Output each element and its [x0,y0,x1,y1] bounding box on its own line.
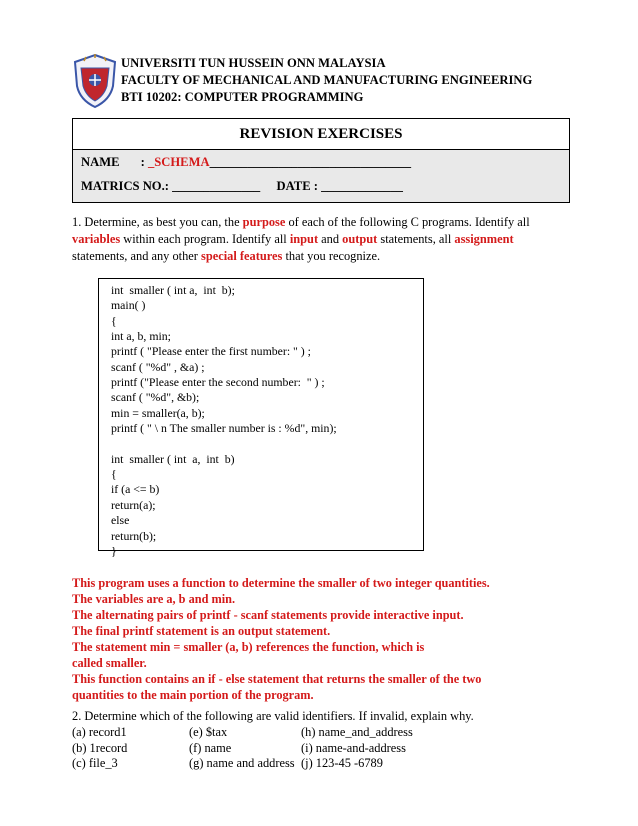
identifier-item: (g) name and address [189,756,295,770]
matric-date-row [81,179,403,194]
c-program-code: int smaller ( int a, int b); main( ) { int a, b, min; printf ( "Please enter the first number: " ) ; scanf ( "%d" , &a) ; printf ("Please enter the second number: " ) ; scanf ( "%d", &b); min = smaller(a, b); printf ( " \ n The smaller number is : %d", min); int smaller ( int a, int b) { if (a <= b) return(a); else return(b); } [111,283,337,558]
q1-text: 1. Determine, as best you can, the [72,215,243,229]
code-listing-box [98,278,424,558]
q1-keyword-output: output [342,232,378,246]
name-colon: : [140,155,148,169]
identifier-item: (f) name [189,740,232,755]
q1-keyword-purpose: purpose [242,215,286,229]
identifier-item: (e) $tax [189,725,228,739]
student-info-fields [73,149,569,202]
q1-keyword-input: input [289,232,319,246]
q1-text: of each of the following C programs. Identify all [285,215,530,229]
q1-keyword-assignment: assignment [454,232,514,246]
identifier-item: (i) name-and-address [301,740,406,755]
name-row [81,155,411,170]
university-crest-icon [72,52,118,110]
identifier-item: (c) file_3 [72,756,118,770]
q1-keyword-special-features: special features [201,249,283,263]
date-field: DATE : _____________ [276,179,403,193]
q1-text: that you recognize. [282,249,381,263]
identifier-item: (j) 123-45 -6789 [301,756,383,770]
q1-text: within each program. Identify all [120,232,290,246]
course-code: BTI 10202: COMPUTER PROGRAMMING [121,90,364,104]
q1-text: statements, and any other [72,249,202,263]
identifier-item: (b) 1record [72,740,128,755]
name-value: _SCHEMA [147,155,210,169]
name-label: NAME [81,155,120,169]
question-1 [72,214,572,265]
answer-text: This program uses a function to determine the smaller of two integer quantities. The variables are a, b and min. The alternating pairs of printf - scanf statements provide interactive input. The final printf statement is an output statement. The statement min = smaller (a, b) references the function, which is called smaller. This function contains an if - else statement that returns the smaller of the two quantities to the main portion of the program. [72,576,490,702]
university-name: UNIVERSITI TUN HUSSEIN ONN MALAYSIA [121,56,386,70]
identifier-item: (a) record1 [72,725,127,739]
name-blank: ________________________________ [209,155,412,169]
student-info-box [72,118,570,203]
matric-field: MATRICS NO.: ______________ [81,179,261,193]
q1-text: statements, all [377,232,455,246]
question-2: 2. Determine which of the following are valid identifiers. If invalid, explain why. [72,709,474,723]
exercise-title: REVISION EXERCISES [239,126,403,142]
identifier-item: (h) name_and_address [301,725,413,739]
q1-keyword-variables: variables [72,232,121,246]
q1-text: and [318,232,343,246]
faculty-name: FACULTY OF MECHANICAL AND MANUFACTURING ENGINEERING [121,73,533,87]
